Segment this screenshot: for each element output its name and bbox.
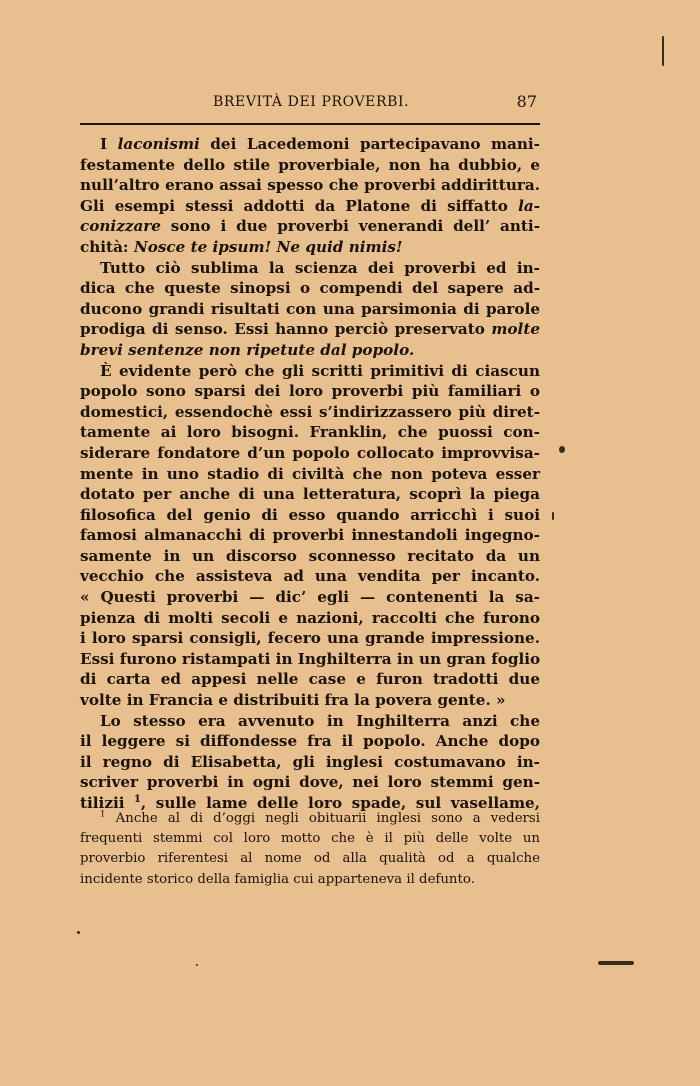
italic-text: brevi sentenze non ripetute dal popolo. [80,340,415,359]
ink-speck [559,446,565,453]
footnote-marker: 1 [100,809,106,820]
footnotes [80,809,540,890]
text-line: volte in Francia e distribuiti fra la povera gente. » [80,691,506,710]
text-line: « Questi proverbi — dic’ egli — contenenti la sa- [80,588,540,607]
text-line: il leggere si diffondesse fra il popolo. Anche dopo [80,732,540,751]
text-line: i loro sparsi consigli, fecero una grande impressione. [80,629,540,648]
text-line: popolo sono sparsi dei loro proverbi più familiari o [80,382,540,401]
text-line: Gli esempi stessi addotti da Platone di siffatto la- [80,196,540,215]
text-line: siderare fondatore d’un popolo collocato improvvisa- [80,443,540,462]
text-line: I laconismi dei Lacedemoni partecipavano mani- [100,135,540,153]
ink-speck [77,931,80,934]
italic-text: Nosce te ipsum! Ne quid nimis! [133,237,403,256]
text-line: tilizii $^1$, sulle lame delle loro spade, sul vasellame, [80,793,540,812]
text-line: È evidente però che gli scritti primitivi di ciascun [100,361,540,380]
text-line: dotato per anche di una letteratura, scoprì la piega [80,485,540,504]
text-line: scriver proverbi in ogni dove, nei loro stemmi gen- [80,773,540,792]
text-line: chità: Nosce te ipsum! Ne quid nimis! [80,237,403,256]
page-number: 87 [516,92,537,111]
footnote-line: incidente storico della famiglia cui apparteneva il defunto. [80,871,475,887]
text-line: samente in un discorso sconnesso recitato da un [80,546,540,565]
text-line [80,340,540,361]
text-line: dica che queste sinopsi o compendi del sapere ad- [80,279,540,298]
text-line: ducono grandi risultati con una parsimonia di parole [80,299,540,318]
page-header [80,94,540,114]
text-line: di carta ed appesi nelle case e furon tradotti due [80,670,540,689]
ink-speck [662,36,664,66]
italic-text: conizzare [80,217,161,236]
text-line: Lo stesso era avvenuto in Inghilterra anzi che [100,711,540,730]
italic-text: laconismi [117,135,200,153]
text-line: vecchio che assisteva ad una vendita per incanto. [80,567,540,586]
text-line: mente in uno stadio di civiltà che non poteva esser [80,464,540,483]
text-line: Tutto ciò sublima la scienza dei proverbi ed in- [100,258,540,277]
text-line: il regno di Elisabetta, gli inglesi costumavano in- [80,752,540,771]
text-line: conizzare sono i due proverbi venerandi dell’ anti- [80,217,540,236]
footnote-marker: 1 [134,793,141,805]
text-line: famosi almanacchi di proverbi innestandoli ingegno- [80,526,540,545]
footnote-line: proverbio riferentesi al nome od alla qualità od a qualche [80,851,540,867]
footnote-line: frequenti stemmi col loro motto che è il più delle volte un [80,831,540,847]
ink-speck [598,961,634,965]
italic-text: la- [518,196,540,215]
text-line: null’altro erano assai spesso che proverbi addirittura. [80,176,540,195]
text-line: pienza di molti secoli e nazioni, raccolti che furono [80,608,540,627]
text-line: domestici, essendochè essi s’indirizzassero più diret- [80,402,540,421]
ink-speck [552,512,554,520]
ink-speck [196,964,198,966]
text-line: filosofica del genio di esso quando arricchì i suoi [80,505,540,524]
text-line: festamente dello stile proverbiale, non ha dubbio, e [80,155,540,174]
text-line: prodiga di senso. Essi hanno perciò preservato molte [80,320,540,339]
header-rule [80,123,540,125]
text-line: Essi furono ristampati in Inghilterra in un gran foglio [80,649,541,668]
footnote-line: $^1$ Anche al di d’oggi negli obituarii inglesi sono a vedersi [100,809,540,826]
text-line: tamente ai loro bisogni. Franklin, che puossi con- [80,423,540,442]
running-title: BREVITÀ DEI PROVERBI. [213,94,410,110]
main-text [80,134,540,814]
italic-text: molte [491,320,540,339]
